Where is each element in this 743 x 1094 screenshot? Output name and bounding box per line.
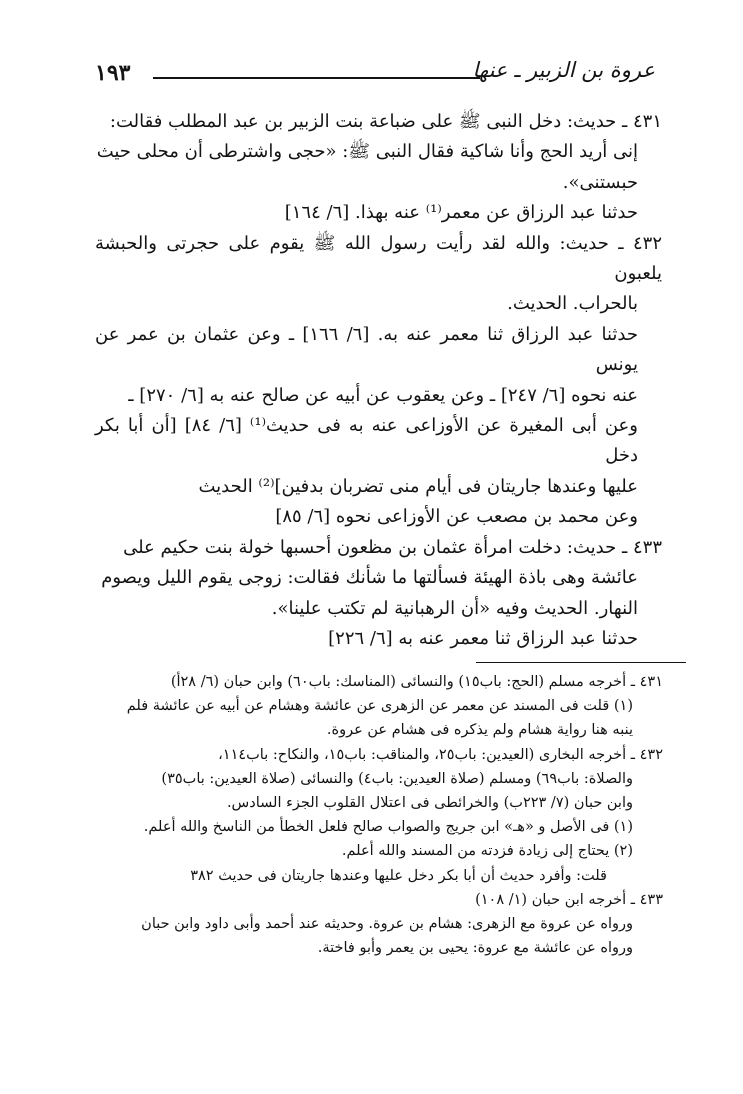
- note-433-takhrij: ٤٣٣ ـ أخرجه ابن حبان (١/ ١٠٨): [475, 891, 663, 908]
- hadith-432-isnad-2: عنه نحوه [٦/ ٢٤٧] ـ وعن يعقوب عن أبيه عن صالح عنه به [٦/ ٢٧٠] ـ: [128, 384, 638, 406]
- page-number: ١٩٣: [95, 60, 131, 86]
- footnotes: [88, 670, 663, 960]
- note-431-takhrij: ٤٣١ ـ أخرجه مسلم (الحج: باب١٥) والنسائى (المناسك: باب٦٠) وابن حبان (٦/ ٢٨أ): [170, 674, 663, 690]
- note-432-remark: قلت: وأفرد حديث أن أبا بكر دخل عليها وعندها جاريتان فى حديث ٣٨٢: [190, 867, 607, 884]
- note-432-footnote-2: (٢) يحتاج إلى زيادة فزدته من المسند والله أعلم.: [341, 843, 633, 860]
- hadith-432-line-1: ٤٣٢ ـ حديث: والله لقد رأيت رسول الله ﷺ يقوم على حجرتى والحبشة يلعبون: [95, 232, 662, 285]
- hadith-431-line-2: إنى أريد الحج وأنا شاكية فقال النبى ﷺ: «حجى واشترطى أن محلى حيث: [96, 141, 638, 163]
- header-rule: [153, 77, 480, 79]
- note-432-takhrij-3: وابن حبان (٧/ ٢٢٣ب) والخرائطى فى اعتلال القلوب الجزء السادس.: [226, 795, 633, 812]
- hadith-431-isnad: حدثنا عبد الرزاق عن معمر⁽¹⁾ عنه بهذا. [٦/ ١٦٤]: [284, 202, 638, 224]
- main-text: [95, 107, 662, 654]
- hadith-433-line-1: ٤٣٣ ـ حديث: دخلت امرأة عثمان بن مظعون أحسبها خولة بنت حكيم على: [123, 536, 662, 558]
- note-433-remark-2: ورواه عن عائشة مع عروة: يحيى بن يعمر وأبو فاختة.: [317, 940, 633, 957]
- hadith-432-isnad-4: عليها وعندها جاريتان فى أيام منى تضربان بدفين]⁽²⁾ الحديث: [198, 475, 638, 497]
- hadith-432-line-2: بالحراب. الحديث.: [507, 293, 638, 315]
- hadith-433-line-2: عائشة وهى باذة الهيئة فسألتها ما شأنك فقالت: زوجى يقوم الليل ويصوم: [101, 567, 638, 589]
- hadith-432-isnad-3: وعن أبى المغيرة عن الأوزاعى عنه به فى حديث⁽¹⁾ [٦/ ٨٤] [أن أبا بكر دخل: [95, 415, 638, 467]
- running-title: عروة بن الزبير ـ عنها: [472, 58, 655, 82]
- hadith-431-line-3: حبستنى».: [562, 171, 638, 193]
- hadith-433-isnad: حدثنا عبد الرزاق ثنا معمر عنه به [٦/ ٢٢٦]: [328, 627, 638, 649]
- note-431-footnote-1: (١) قلت فى المسند عن معمر عن الزهرى عن عائشة وهشام عن أبيه عن عائشة فلم: [126, 698, 633, 715]
- hadith-433-line-3: النهار. الحديث وفيه «أن الرهبانية لم تكتب علينا».: [271, 597, 638, 619]
- note-432-footnote-1: (١) فى الأصل و «هـ» ابن جريج والصواب صالح فلعل الخطأ من الناسخ والله أعلم.: [143, 819, 633, 836]
- note-432-takhrij-1: ٤٣٢ ـ أخرجه البخارى (العيدين: باب٢٥، والمناقب: باب١٥، والنكاح: باب١١٤،: [218, 746, 663, 763]
- footnote-separator: [476, 662, 686, 663]
- hadith-431-line-1: ٤٣١ ـ حديث: دخل النبى ﷺ على ضباعة بنت الزبير بن عبد المطلب فقالت:: [109, 111, 662, 132]
- note-432-takhrij-2: والصلاة: باب٦٩) ومسلم (صلاة العيدين: باب٤) والنسائى (صلاة العيدين: باب٣٥): [161, 770, 633, 787]
- hadith-432-isnad-1: حدثنا عبد الرزاق ثنا معمر عنه به. [٦/ ١٦٦] ـ وعن عثمان بن عمر عن يونس: [95, 323, 638, 376]
- page-header: [95, 52, 655, 92]
- note-431-footnote-1-cont: ينبه هنا رواية هشام ولم يذكره فى هشام عن عروة.: [326, 722, 633, 739]
- hadith-432-isnad-5: وعن محمد بن مصعب عن الأوزاعى نحوه [٦/ ٨٥]: [275, 506, 638, 528]
- note-433-remark-1: ورواه عن عروة مع الزهرى: هشام بن عروة. وحديثه عند أحمد وأبى داود وابن حبان: [141, 916, 633, 933]
